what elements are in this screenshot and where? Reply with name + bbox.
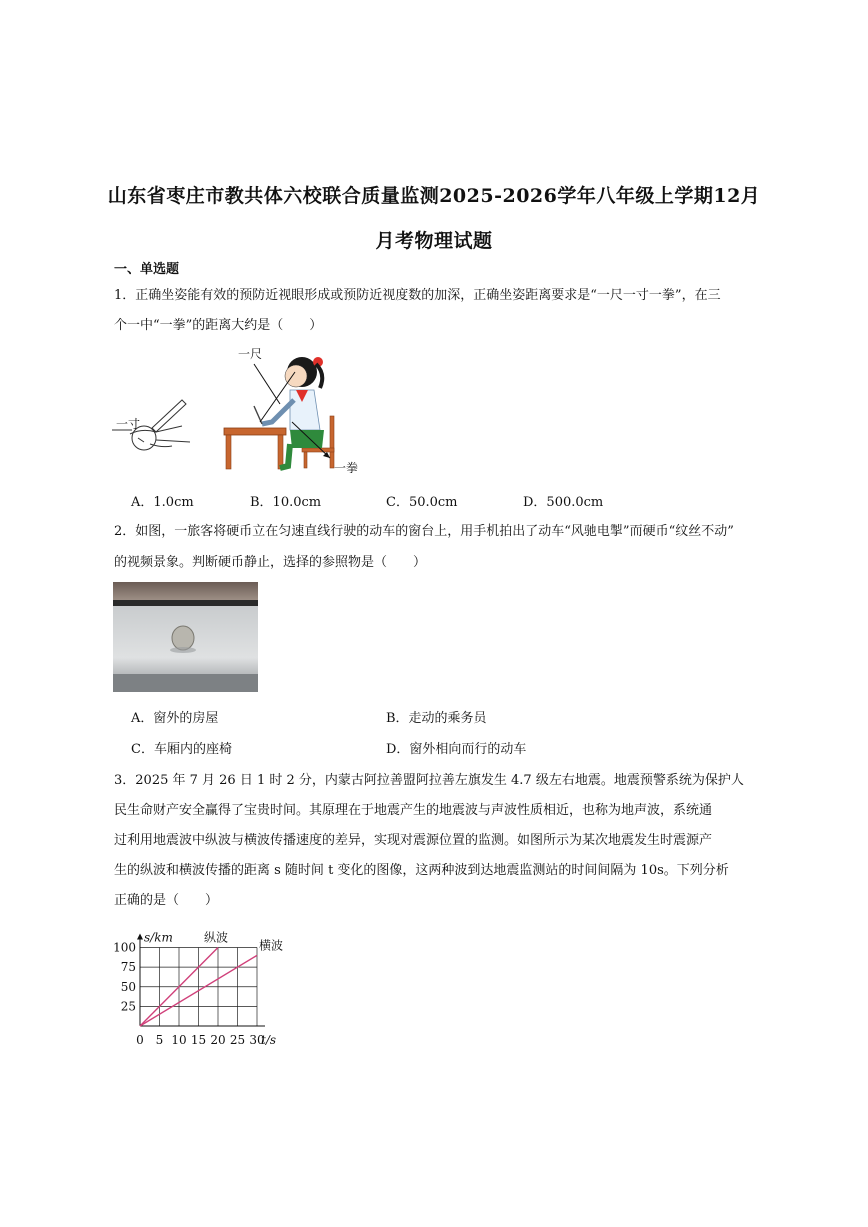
y-tick-label: 50 [120,979,136,994]
q2-option-d: D．窗外相向而行的动车 [386,742,527,757]
wave-distance-time-chart [110,922,310,1050]
posture-illustration [112,344,372,476]
x-tick-label: 15 [190,1033,207,1047]
x-tick-label: 30 [249,1033,265,1047]
series-label-transverse: 横波 [259,938,284,953]
y-tick-label: 75 [120,960,136,975]
label-yi-quan: 一拳 [334,461,359,475]
x-axis-label: t/s [261,1033,277,1047]
q2-option-a: A．窗外的房屋 [131,711,219,726]
q1-text-line-1: 1．正确坐姿能有效的预防近视眼形成或预防近视度数的加深，正确坐姿距离要求是“一尺一寸一拳”，在三 [114,288,721,303]
q3-text-line-5: 正确的是（ ） [114,893,219,908]
q2-option-b: B．走动的乘务员 [386,711,487,726]
y-tick-label: 25 [120,999,136,1014]
y-axis-arrow [137,934,143,940]
x-tick-label: 25 [229,1033,246,1047]
q1-text-line-2: 个一中“一拳”的距离大约是（ ） [114,318,323,333]
x-tick-label: 0 [136,1033,144,1047]
label-yi-chi: 一尺 [238,347,263,361]
q3-text-line-3: 过利用地震波中纵波与横波传播速度的差异，实现对震源位置的监测。如图所示为某次地震发生时震源产 [114,833,713,848]
q2-text-line-2: 的视频景象。判断硬币静止，选择的参照物是（ ） [114,555,427,570]
q2-text-line-1: 2．如图，一旅客将硬币立在匀速直线行驶的动车的窗台上，用手机拍出了动车“风驰电掣”而硬币“纹丝不动” [114,524,734,539]
y-axis-label: s/km [144,930,173,945]
paper-title-line-2: 月考物理试题 [375,230,493,252]
section-heading-single-choice: 一、单选题 [114,262,180,277]
series-label-longitudinal: 纵波 [204,930,229,945]
q3-text-line-2: 民生命财产安全赢得了宝贵时间。其原理在于地震产生的地震波与声波性质相近，也称为地声波，系统通 [114,803,713,818]
label-yi-cun: 一寸 [116,417,141,431]
q2-option-c: C．车厢内的座椅 [131,742,232,757]
y-tick-label: 100 [113,940,136,955]
q3-text-line-1: 3．2025 年 7 月 26 日 1 时 2 分，内蒙古阿拉善盟阿拉善左旗发生 4.7 级左右地震。地震预警系统为保护人 [114,773,744,788]
desk [224,428,286,469]
x-tick-label: 20 [210,1033,226,1047]
q1-option-b: B．10.0cm [250,495,322,510]
q1-option-d: D．500.0cm [523,495,604,510]
q1-option-c: C．50.0cm [386,495,458,510]
q1-option-a: A．1.0cm [131,495,194,510]
x-tick-label: 5 [155,1033,164,1047]
x-tick-label: 10 [171,1033,187,1047]
coin-on-windowsill-photo [113,582,258,692]
q3-text-line-4: 生的纵波和横波传播的距离 s 随时间 t 变化的图像，这两种波到达地震监测站的时间间隔为 10s。下列分析 [114,863,729,878]
paper-title-line-1: 山东省枣庄市教共体六校联合质量监测2025-2026学年八年级上学期12月 [107,185,761,207]
